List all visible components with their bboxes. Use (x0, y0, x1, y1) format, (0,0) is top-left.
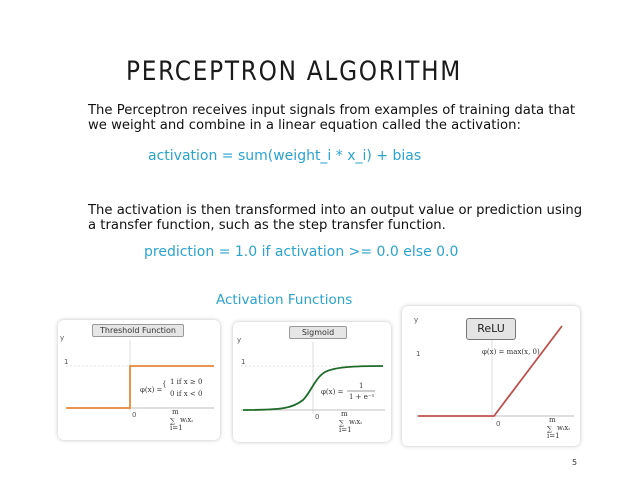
sigmoid-panel (233, 322, 391, 442)
fraction-numerator: 1 (359, 382, 364, 390)
tick-zero: 0 (132, 411, 137, 419)
threshold-function-panel (58, 320, 220, 440)
tick-one: 1 (241, 358, 246, 366)
prediction-formula: prediction = 1.0 if activation >= 0.0 else 0.0 (144, 244, 459, 260)
tick-one: 1 (416, 350, 421, 358)
sum-bottom: i=1 (547, 432, 560, 440)
sum-bottom: i=1 (170, 424, 183, 432)
sum-top: m (549, 416, 556, 424)
page-number: 5 (572, 458, 578, 467)
sigmoid-tag: Sigmoid (289, 326, 347, 339)
sum-top: m (172, 408, 179, 416)
sum-term: wᵢxᵢ (349, 418, 362, 426)
sum-top: m (341, 410, 348, 418)
fraction-denominator: 1 + e⁻ˣ (349, 393, 375, 401)
y-axis-label: y (60, 334, 65, 342)
y-axis-label: y (414, 316, 419, 324)
case-two: 0 if x < 0 (170, 390, 203, 398)
transfer-paragraph: The activation is then transformed into an output value or prediction using a transfer function, such as the step transfer function. (88, 203, 583, 233)
case-one: 1 if x ≥ 0 (170, 378, 203, 386)
tick-one: 1 (64, 358, 69, 366)
sigmoid-plot (233, 322, 391, 442)
activation-formula: activation = sum(weight_i * x_i) + bias (148, 148, 422, 164)
tick-zero: 0 (315, 413, 320, 421)
activation-functions-label: Activation Functions (216, 292, 353, 308)
sum-symbol: ∑ (547, 425, 552, 433)
sum-symbol: ∑ (339, 419, 344, 427)
phi-label: φ(x) = (321, 388, 344, 396)
threshold-function-plot (58, 320, 220, 440)
y-axis-label: y (237, 336, 242, 344)
relu-tag: ReLU (466, 318, 516, 340)
phi-label: φ(x) = (140, 386, 163, 394)
sum-symbol: ∑ (170, 417, 175, 425)
tick-zero: 0 (496, 420, 501, 428)
threshold-function-tag: Threshold Function (92, 324, 184, 337)
relu-formula: φ(x) = max(x, 0) (482, 348, 540, 356)
sum-term: wᵢxᵢ (180, 416, 193, 424)
intro-paragraph: The Perceptron receives input signals from examples of training data that we weight and combine in a linear equation called the activation: (88, 103, 576, 133)
sum-bottom: i=1 (339, 426, 352, 434)
brace: { (162, 380, 167, 388)
slide-title: PERCEPTRON ALGORITHM (126, 56, 463, 87)
sum-term: wᵢxᵢ (557, 424, 570, 432)
